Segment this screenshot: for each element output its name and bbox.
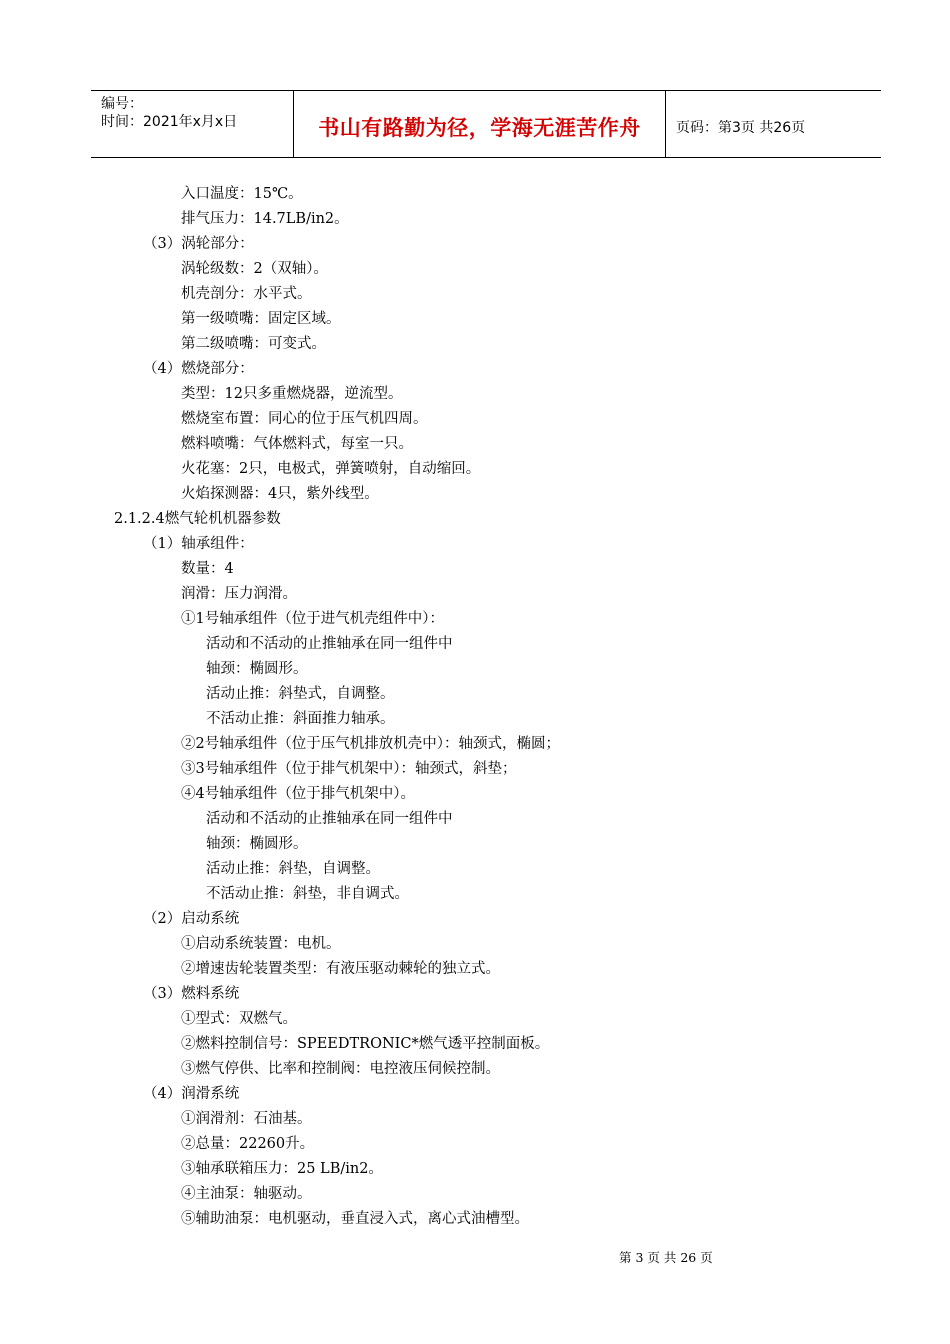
body-line: 第一级喷嘴：固定区域。 — [181, 311, 341, 327]
numbered-item: ①润滑剂：石油基。 — [181, 1111, 312, 1127]
body-line: 类型：12只多重燃烧器，逆流型。 — [181, 386, 403, 402]
section-heading: （4）润滑系统 — [143, 1086, 240, 1102]
body-line: 涡轮级数：2（双轴）。 — [181, 261, 328, 277]
numbered-item: ①型式：双燃气。 — [181, 1011, 297, 1027]
body-line: 活动止推：斜垫，自调整。 — [206, 861, 380, 877]
body-line: 不活动止推：斜垫，非自调式。 — [206, 886, 409, 902]
body-line: 数量：4 — [181, 561, 234, 577]
section-heading: （3）涡轮部分： — [143, 236, 254, 252]
section-heading: （4）燃烧部分： — [143, 361, 254, 377]
body-line: 排气压力：14.7LB/in2。 — [181, 211, 349, 227]
document-time-label: 时间：2021年x月x日 — [101, 114, 238, 130]
numbered-item: ①启动系统装置：电机。 — [181, 936, 341, 952]
body-line: 润滑：压力润滑。 — [181, 586, 297, 602]
subsection-heading: 2.1.2.4燃气轮机机器参数 — [114, 511, 281, 527]
header-page-cell — [666, 91, 881, 157]
numbered-item: ②增速齿轮装置类型：有液压驱动棘轮的独立式。 — [181, 961, 500, 977]
page-footer: 第 3 页 共 26 页 — [619, 1250, 713, 1265]
body-line: 轴颈：椭圆形。 — [206, 661, 308, 677]
document-number-label: 编号： — [101, 96, 143, 112]
numbered-item: ①1号轴承组件（位于进气机壳组件中）： — [181, 611, 444, 627]
numbered-item: ⑤辅助油泵：电机驱动，垂直浸入式，离心式油槽型。 — [181, 1211, 529, 1227]
body-line: 火焰探测器：4只，紫外线型。 — [181, 486, 379, 502]
page-header — [91, 90, 881, 158]
body-line: 燃烧室布置：同心的位于压气机四周。 — [181, 411, 428, 427]
section-heading: （3）燃料系统 — [143, 986, 240, 1002]
body-line: 活动和不活动的止推轴承在同一组件中 — [206, 636, 453, 652]
numbered-item: ②总量：22260升。 — [181, 1136, 315, 1152]
numbered-item: ③3号轴承组件（位于排气机架中）：轴颈式，斜垫； — [181, 761, 517, 777]
header-motto-cell — [293, 91, 666, 157]
body-line: 机壳剖分：水平式。 — [181, 286, 312, 302]
numbered-item: ②2号轴承组件（位于压气机排放机壳中）：轴颈式，椭圆； — [181, 736, 560, 752]
numbered-item: ③轴承联箱压力：25 LB/in2。 — [181, 1161, 383, 1177]
body-line: 活动止推：斜垫式，自调整。 — [206, 686, 395, 702]
numbered-item: ②燃料控制信号：SPEEDTRONIC*燃气透平控制面板。 — [181, 1036, 550, 1052]
section-heading: （1）轴承组件： — [143, 536, 254, 552]
body-line: 入口温度：15℃。 — [181, 186, 303, 202]
numbered-item: ④主油泵：轴驱动。 — [181, 1186, 312, 1202]
header-motto: 书山有路勤为径，学海无涯苦作舟 — [318, 116, 641, 140]
body-line: 火花塞：2只，电极式，弹簧喷射，自动缩回。 — [181, 461, 481, 477]
numbered-item: ④4号轴承组件（位于排气机架中）。 — [181, 786, 415, 802]
body-line: 燃料喷嘴：气体燃料式，每室一只。 — [181, 436, 413, 452]
header-info — [91, 91, 293, 157]
body-line: 不活动止推：斜面推力轴承。 — [206, 711, 395, 727]
numbered-item: ③燃气停供、比率和控制阀：电控液压伺候控制。 — [181, 1061, 500, 1077]
body-line: 轴颈：椭圆形。 — [206, 836, 308, 852]
section-heading: （2）启动系统 — [143, 911, 240, 927]
body-line: 活动和不活动的止推轴承在同一组件中 — [206, 811, 453, 827]
header-page-number: 页码：第3页 共26页 — [676, 120, 806, 136]
body-line: 第二级喷嘴：可变式。 — [181, 336, 326, 352]
